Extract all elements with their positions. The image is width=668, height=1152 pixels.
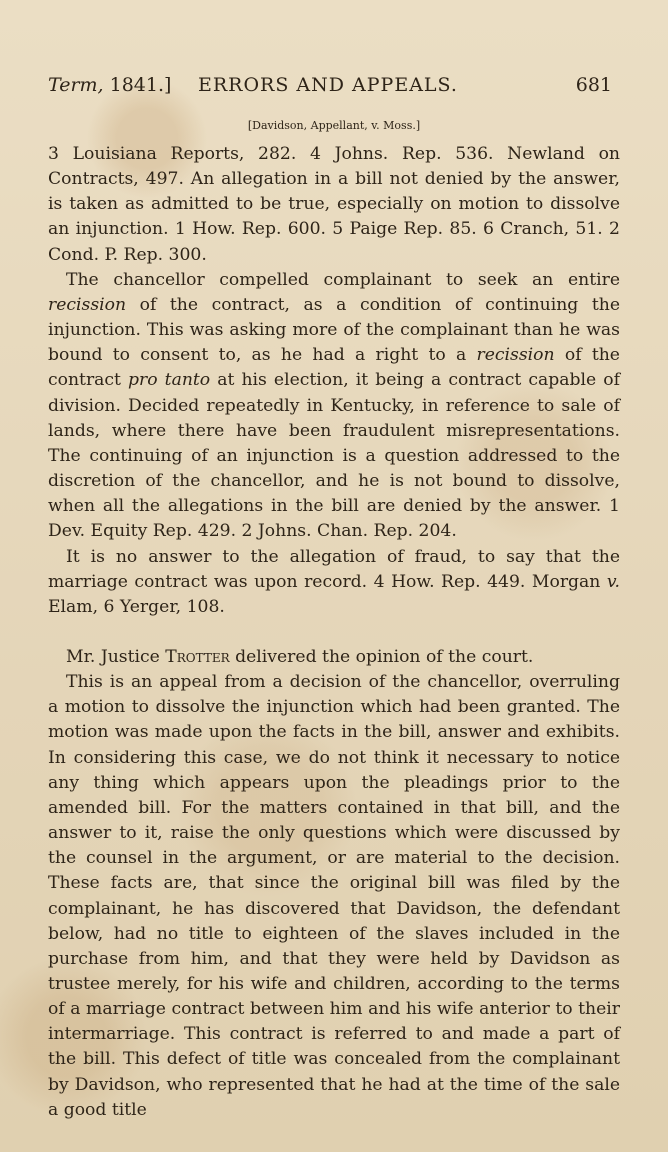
header-term	[48, 74, 171, 96]
text-run: at his election, it being a contract capable of division. Decided repeatedly in Kentucky, in reference to sale of lands, where there have been fraudulent misrepresentations. The continuing of an injunction is a question addressed to the discretion of the chancellor, and he is not bound to dissolve, when all the allegations in the bill are denied by the answer. 1 Dev. Equity Rep. 429. 2 Johns. Chan. Rep. 204.	[48, 370, 620, 542]
paragraph-citations: 3 Louisiana Reports, 282. 4 Johns. Rep. 536. Newland on Contracts, 497. An allegation in a bill not denied by the answer, is taken as admitted to be true, especially on motion to dissolve an injunction. 1 How. Rep. 600. 5 Paige Rep. 85. 6 Cranch, 51. 2 Cond. P. Rep. 300.	[48, 144, 620, 265]
justice-name: Trotter	[165, 646, 230, 667]
header-term-word: Term,	[48, 74, 104, 96]
case-caption: [Davidson, Appellant, v. Moss.]	[247, 119, 421, 132]
text-run: It is no answer to the allegation of fraud, to say that the marriage contract was upon record. 4 How. Rep. 449. Morgan	[48, 546, 620, 592]
header-term-year: 1841.]	[103, 74, 172, 96]
text-run: of the contract, as a condition of continuing the injunction. This was asking more of the complainant than he was bound to consent to, as he had a right to a	[48, 294, 620, 366]
page-number: 681	[575, 74, 612, 96]
text-run: Mr. Justice	[66, 646, 166, 667]
paragraph-fraud-argument	[48, 545, 620, 620]
italic-term: v.	[606, 571, 620, 592]
text-run: The chancellor compelled complainant to seek an entire	[66, 269, 620, 290]
paragraph-recission-argument	[48, 268, 620, 545]
text-run: delivered the opinion of the court.	[229, 646, 534, 667]
italic-term: recission	[476, 345, 555, 366]
paragraph-opinion: This is an appeal from a decision of the chancellor, overruling a motion to dissolve the injunction which had been granted. The motion was made upon the facts in the bill, answer and exhibits. In considering this case, we do not think it necessary to notice any thing which appears upon the pleadings prior to the amended bill. For the matters contained in that bill, and the answer to it, raise the only questions which were discussed by the counsel in the argument, or are material to the decision. These facts are, that since the original bill was filed by the complainant, he has discovered that Davidson, the defendant below, had no title to eighteen of the slaves included in the purchase from him, and that they were held by Davidson as trustee merely, for his wife and children, according to the terms of a marriage contract between him and his wife anterior to their intermarriage. This contract is referred to and made a part of the bill. This defect of title was concealed from the complainant by Davidson, who represented that he had at the time of the sale a good title	[48, 672, 620, 1120]
italic-term: recission	[48, 294, 127, 315]
paragraph-opinion-intro	[48, 645, 620, 670]
header-title: ERRORS AND APPEALS.	[198, 74, 458, 96]
text-run: of the contract	[48, 345, 620, 391]
italic-term: pro tanto	[128, 370, 211, 391]
section-gap	[48, 620, 620, 645]
text-run: Elam, 6 Yerger, 108.	[48, 596, 225, 617]
running-header	[48, 74, 612, 104]
page-body	[48, 142, 620, 1123]
